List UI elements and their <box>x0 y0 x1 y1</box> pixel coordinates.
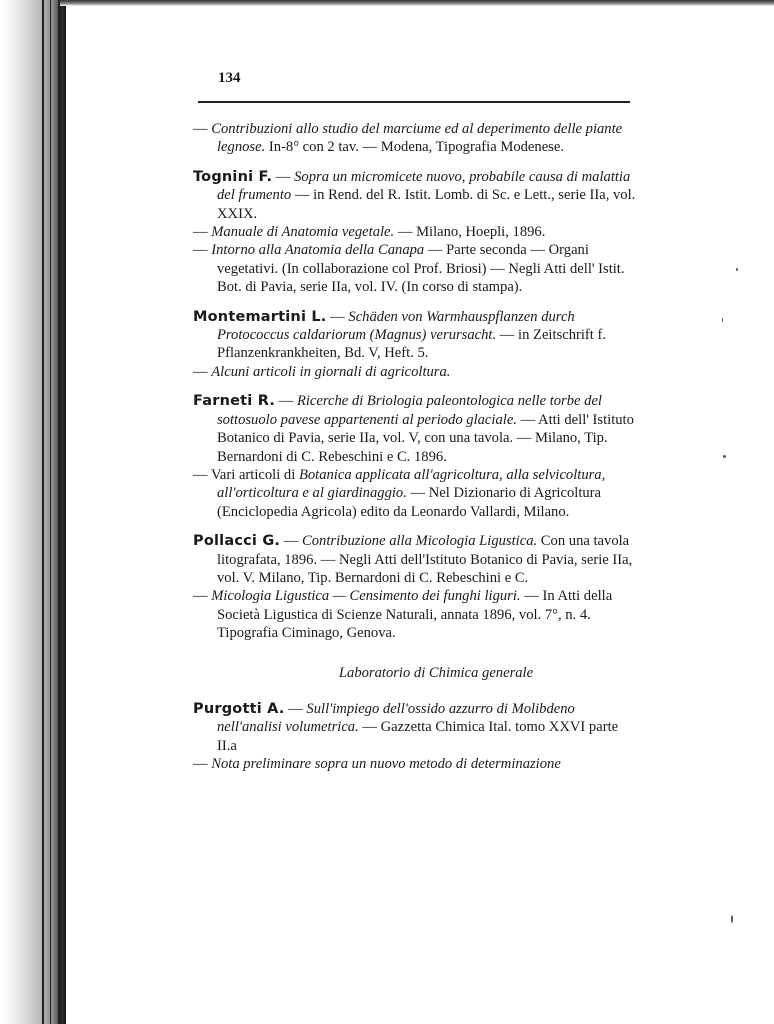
entry-author: Montemartini L. <box>193 308 327 325</box>
entry-dash: — <box>326 308 349 325</box>
bibliography-entry <box>193 755 639 773</box>
entry-title: Nota preliminare sopra un nuovo metodo di determinazione <box>211 756 561 773</box>
binding-line <box>50 0 51 1024</box>
bibliography-entry <box>193 363 639 381</box>
header-rule <box>198 101 630 103</box>
section-heading: Laboratorio di Chimica generale <box>338 664 534 681</box>
bibliography-entry <box>193 587 639 642</box>
bibliography-entry <box>193 466 639 521</box>
paper-speck <box>731 915 733 923</box>
entry-title: Alcuni articoli in giornali di agricoltura. <box>211 363 451 380</box>
entry-title: Ricerche di Briologia paleontologica nelle torbe del sottosuolo pavese appartenenti al periodo glaciale. <box>217 393 602 428</box>
binding-line <box>58 0 62 1024</box>
entry-title: Botanica applicata all'agricoltura, alla selvicoltura, all'orticoltura e al giardinaggio. <box>217 466 606 502</box>
entry-title: Micologia Ligustica — Censimento dei funghi liguri. <box>211 588 521 605</box>
page-number: 134 <box>218 70 241 86</box>
entry-dash: — <box>193 224 212 241</box>
entry-dash: — <box>193 466 211 483</box>
entry-details: — Gazzetta Chimica Ital. tomo XXVI parte II.a <box>217 719 619 754</box>
entry-author: Purgotti A. <box>193 700 285 717</box>
entry-details: — Nel Dizionario di Agricoltura (Enciclopedia Agricola) edito da Leonardo Vallardi, Milano. <box>217 485 602 520</box>
entry-title: Contribuzione alla Micologia Ligustica. <box>302 533 538 550</box>
page-content <box>193 120 639 774</box>
bibliography-entry <box>193 223 639 241</box>
paper-speck <box>736 268 738 271</box>
entry-details: — in Rend. del R. Istit. Lomb. di Sc. e Lett., serie IIa, vol. XXIX. <box>217 187 636 222</box>
entry-title: Sopra un micromicete nuovo, probabile causa di malattia del frumento <box>217 168 631 204</box>
entry-author: Pollacci G. <box>193 533 281 550</box>
bibliography-entry <box>193 532 639 587</box>
entry-details: In-8° con 2 tav. — Modena, Tipografia Modenese. <box>265 139 564 156</box>
entry-details: — In Atti della Società Ligustica di Scienze Naturali, annata 1896, vol. 7°, n. 4. Tipografia Ciminago, Genova. <box>217 588 613 642</box>
entry-details: — Milano, Hoepli, 1896. <box>394 224 546 241</box>
entry-title: Manuale di Anatomia vegetale. <box>211 224 395 241</box>
entry-dash: — <box>284 700 307 717</box>
entry-author: Farneti R. <box>193 393 276 410</box>
entry-details: Con una tavola litografata, 1896. — Negli Atti dell'Istituto Botanico di Pavia, serie IIa, vol. V. Milano, Tip. Bernardoni di C. Rebeschini e C. <box>217 533 633 586</box>
entry-title: Intorno alla Anatomia della Canapa <box>211 242 425 259</box>
entry-dash: — <box>272 168 295 185</box>
entry-details: — in Zeitschrift f. Pflanzenkrankheiten, Bd. V, Heft. 5. <box>217 327 606 362</box>
paper-speck <box>723 455 726 458</box>
entry-dash: — <box>193 242 212 259</box>
bibliography-entry <box>193 168 639 223</box>
entry-dash: — <box>193 121 212 137</box>
entry-dash: — <box>280 533 303 550</box>
entry-title: Contribuzioni allo studio del marciume ed al deperimento delle piante legnose. <box>211 121 623 156</box>
bibliography-entry <box>193 392 639 466</box>
entry-dash: — <box>193 588 212 605</box>
binding-line <box>42 0 44 1024</box>
entry-title: Sull'impiego dell'ossido azzurro di Molibdeno nell'analisi volumetrica. <box>217 700 575 736</box>
entry-dash: — <box>193 363 212 380</box>
entry-prefix: Vari articoli di <box>210 466 299 483</box>
entry-dash: — <box>193 756 212 773</box>
bibliography-entry <box>193 700 639 755</box>
binding-shadow <box>0 0 66 1024</box>
page-top-edge <box>60 0 774 6</box>
paper-speck <box>722 318 723 322</box>
entry-author: Tognini F. <box>193 168 273 185</box>
entry-details: — Parte seconda — Organi vegetativi. (In collaborazione col Prof. Briosi) — Negli Atti dell' Istit. Bot. di Pavia, serie IIa, vol. IV. (In corso di stampa). <box>217 242 625 296</box>
entry-details: — Atti dell' Istituto Botanico di Pavia, serie IIa, vol. V, con una tavola. — Milano, Tip. Bernardoni di C. Rebeschini e C. 1896. <box>217 411 634 465</box>
bibliography-entry <box>193 120 639 157</box>
bibliography-entry <box>193 241 639 296</box>
entry-title: Schäden von Warmhauspflanzen durch Protococcus caldariorum (Magnus) verursacht. <box>217 308 575 344</box>
bibliography-entry <box>193 308 639 363</box>
entry-dash: — <box>275 393 297 410</box>
